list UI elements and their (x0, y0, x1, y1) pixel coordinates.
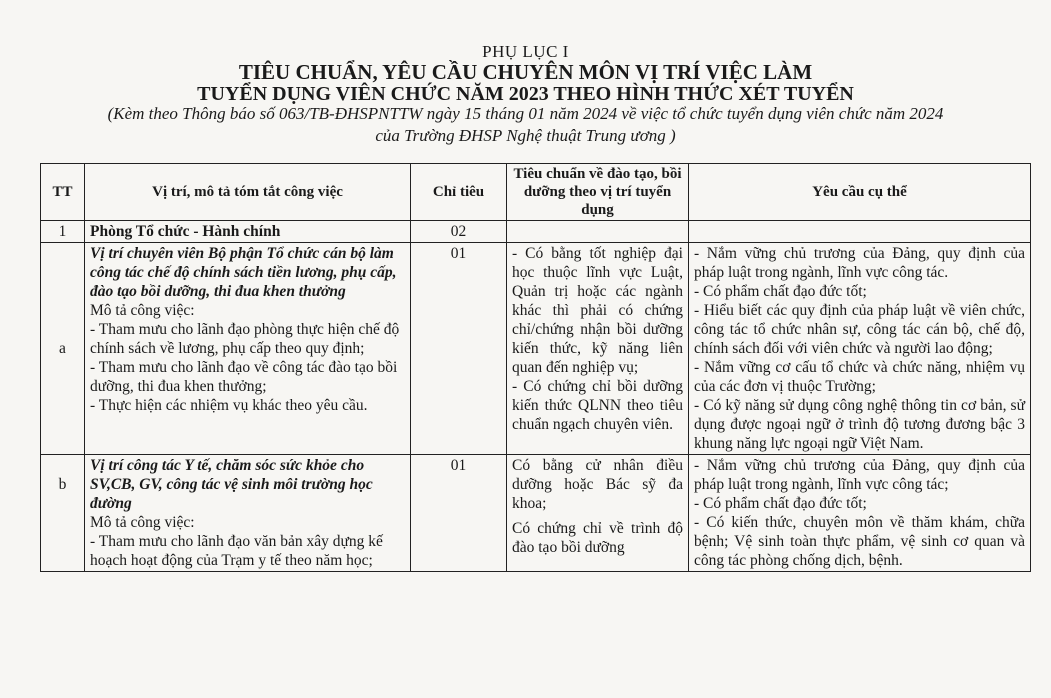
table-row (41, 455, 1031, 572)
row-a-requirement: - Hiểu biết các quy định của pháp luật về viên chức, công tác tổ chức nhân sự, công tác cán bộ, chế độ, chính sách đối với viên chức và người lao động; (694, 302, 1025, 357)
row-b-duty: - Tham mưu cho lãnh đạo văn bản xây dựng kế hoạch hoạt động của Trạm y tế theo năm học; (90, 533, 383, 569)
appendix-label: PHỤ LỤC I (482, 42, 569, 61)
reference-line-2: của Trường ĐHSP Nghệ thuật Trung ương ) (375, 126, 676, 145)
table-row (41, 243, 1031, 455)
document-title-line-2: TUYỂN DỤNG VIÊN CHỨC NĂM 2023 THEO HÌNH THỨC XÉT TUYỂN (197, 83, 854, 105)
row-a-training (507, 243, 689, 455)
row-a-requirement: - Nắm vững cơ cấu tổ chức và chức năng, nhiệm vụ của các đơn vị thuộc Trường; (694, 359, 1025, 395)
row-a-duty: - Thực hiện các nhiệm vụ khác theo yêu cầu. (90, 397, 368, 414)
header-requirements: Yêu cầu cụ thể (689, 164, 1031, 221)
dept-quota: 02 (411, 221, 507, 243)
department-row (41, 221, 1031, 243)
header-quota: Chỉ tiêu (411, 164, 507, 221)
row-a-position (85, 243, 411, 455)
recruitment-table (40, 163, 1031, 572)
row-b-training-item: Có bằng cử nhân điều dưỡng hoặc Bác sỹ đa khoa; (512, 457, 683, 512)
row-a-duty: - Tham mưu cho lãnh đạo về công tác đào tạo bồi dưỡng, thi đua khen thưởng; (90, 359, 398, 395)
row-b-training-item: Có chứng chỉ về trình độ đào tạo bồi dưỡng (512, 520, 683, 556)
row-a-training-item: - Có bằng tốt nghiệp đại học thuộc lĩnh vực Luật, Quản trị hoặc các ngành khác thì phải có chứng chỉ/chứng nhận bồi dưỡng kiến thức, kỹ năng liên quan đến nghiệp vụ; (512, 245, 683, 376)
row-b-desc-label: Mô tả công việc: (90, 514, 195, 531)
header-training: Tiêu chuẩn về đào tạo, bồi dưỡng theo vị trí tuyển dụng (507, 164, 689, 221)
row-b-requirement: - Có phẩm chất đạo đức tốt; (694, 495, 867, 512)
row-b-position-title: Vị trí công tác Y tế, chăm sóc sức khỏe cho SV,CB, GV, công tác vệ sinh môi trường học đường (90, 457, 373, 512)
row-a-desc-label: Mô tả công việc: (90, 302, 195, 319)
header-position: Vị trí, mô tả tóm tắt công việc (85, 164, 411, 221)
dept-training-empty (507, 221, 689, 243)
header-tt: TT (41, 164, 85, 221)
row-b-tt: b (41, 455, 85, 572)
row-a-quota: 01 (411, 243, 507, 455)
row-b-requirement: - Có kiến thức, chuyên môn về thăm khám, chữa bệnh; Vệ sinh toàn thực phẩm, vệ sinh cơ quan và công tác phòng chống dịch, bệnh. (694, 514, 1025, 569)
row-a-training-item: - Có chứng chỉ bồi dưỡng kiến thức QLNN theo tiêu chuẩn ngạch chuyên viên. (512, 378, 683, 433)
reference-line-1: (Kèm theo Thông báo số 063/TB-ĐHSPNTTW ngày 15 tháng 01 năm 2024 về việc tổ chức tuyển dụng viên chức năm 2024 (107, 104, 944, 123)
dept-tt: 1 (41, 221, 85, 243)
row-a-requirement: - Nắm vững chủ trương của Đảng, quy định của pháp luật trong ngành, lĩnh vực công tác. (694, 245, 1025, 281)
row-b-requirements (689, 455, 1031, 572)
row-b-position (85, 455, 411, 572)
row-b-quota: 01 (411, 455, 507, 572)
row-b-requirement: - Nắm vững chủ trương của Đảng, quy định của pháp luật trong ngành, lĩnh vực công tác; (694, 457, 1025, 493)
document-title-line-1: TIÊU CHUẨN, YÊU CẦU CHUYÊN MÔN VỊ TRÍ VIỆC LÀM (238, 60, 813, 84)
row-a-requirement: - Có kỹ năng sử dụng công nghệ thông tin cơ bản, sử dụng được ngoại ngữ ở trình độ tương đương bậc 3 khung năng lực ngoại ngữ Việt Nam. (694, 397, 1025, 452)
dept-name: Phòng Tổ chức - Hành chính (85, 221, 411, 243)
row-b-training (507, 455, 689, 572)
table-header-row (41, 164, 1031, 221)
row-a-position-title: Vị trí chuyên viên Bộ phận Tổ chức cán bộ làm công tác chế độ chính sách tiền lương, phụ cấp, đào tạo bồi dưỡng, thi đua khen thưởng (90, 245, 397, 300)
dept-requirements-empty (689, 221, 1031, 243)
row-a-tt: a (41, 243, 85, 455)
row-a-requirements (689, 243, 1031, 455)
row-a-requirement: - Có phẩm chất đạo đức tốt; (694, 283, 867, 300)
row-a-duty: - Tham mưu cho lãnh đạo phòng thực hiện chế độ chính sách về lương, phụ cấp theo quy định; (90, 321, 400, 357)
